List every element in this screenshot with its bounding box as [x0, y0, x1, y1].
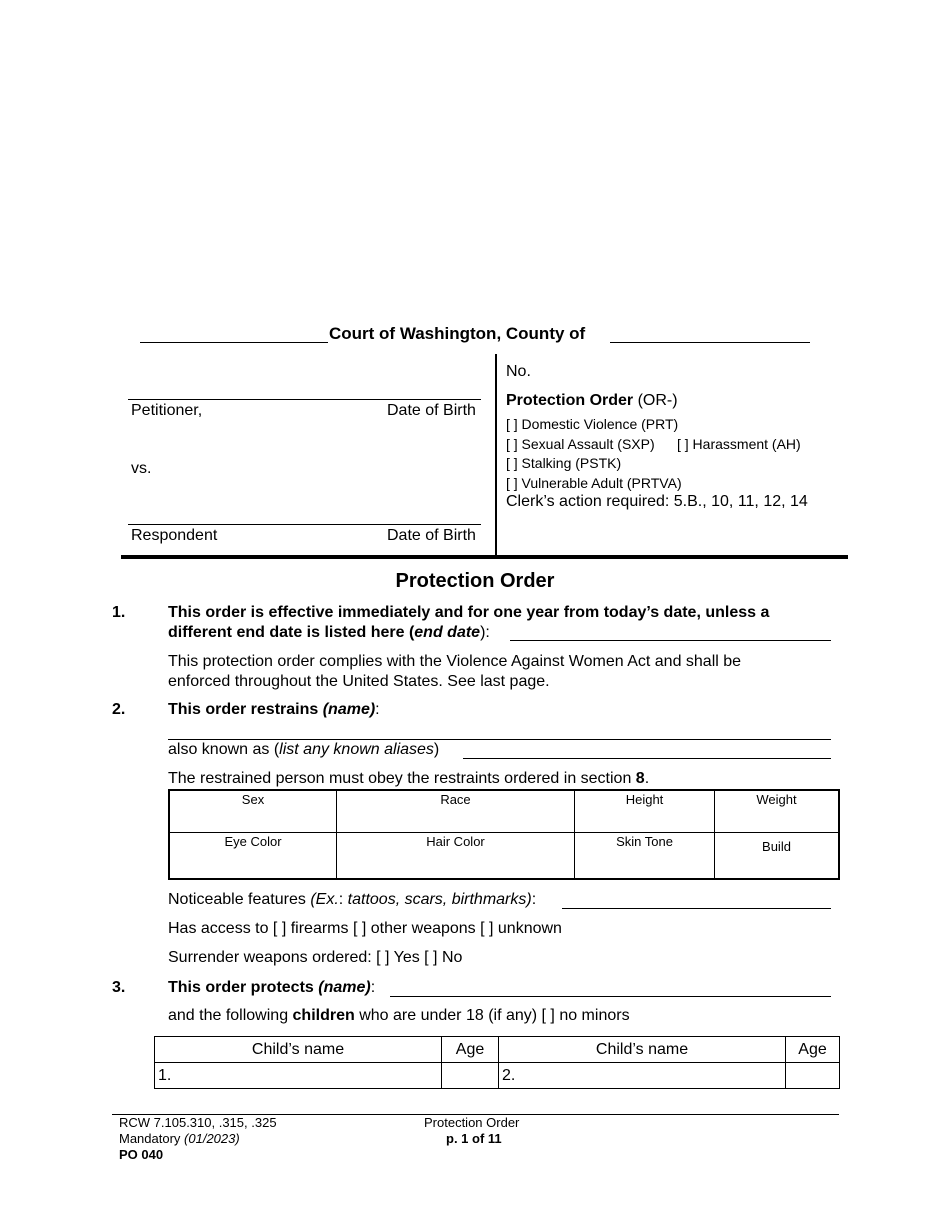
section-1-text-b-end: ): — [480, 624, 490, 641]
children-word: children — [292, 1007, 355, 1024]
child-name-header-1: Child’s name — [155, 1037, 442, 1063]
child-2-name[interactable]: 2. — [499, 1063, 786, 1089]
footer-page-number: p. 1 of 11 — [446, 1131, 502, 1146]
skin-tone-label: Skin Tone — [616, 833, 673, 849]
restraints-note-text: The restrained person must obey the restraints ordered in section — [168, 770, 636, 787]
section-3-label — [168, 979, 375, 997]
children-table — [154, 1036, 840, 1089]
footer-mandatory — [119, 1131, 240, 1146]
order-type-dv[interactable]: [ ] Domestic Violence (PRT) — [506, 416, 679, 432]
weight-label: Weight — [756, 792, 797, 807]
protects-label: This order protects — [168, 979, 319, 996]
county-blank-right[interactable] — [610, 342, 810, 343]
petitioner-label: Petitioner, — [131, 402, 203, 419]
petitioner-dob-label: Date of Birth — [387, 402, 476, 419]
hair-color-cell[interactable] — [337, 832, 575, 879]
aka-field[interactable] — [463, 758, 831, 759]
eye-color-label: Eye Color — [224, 833, 282, 849]
eye-color-cell[interactable] — [169, 832, 337, 879]
child-2-age[interactable] — [786, 1063, 840, 1089]
caption-bottom-rule — [121, 555, 848, 559]
children-start: and the following — [168, 1007, 293, 1024]
vs-label: vs. — [131, 460, 152, 477]
restrains-name-hint: (name) — [322, 701, 376, 718]
build-cell[interactable] — [715, 832, 840, 879]
child-1-age[interactable] — [442, 1063, 499, 1089]
skin-tone-cell[interactable] — [575, 832, 715, 879]
description-table — [168, 789, 840, 880]
features-examples: tattoos, scars, birthmarks) — [347, 891, 532, 908]
restrains-colon: : — [375, 701, 380, 718]
order-type-ah[interactable]: [ ] Harassment (AH) — [677, 436, 801, 452]
age-header-2: Age — [786, 1037, 840, 1063]
aka-label — [168, 741, 439, 759]
section-3-number: 3. — [112, 979, 126, 996]
section-1-text-b — [168, 624, 490, 642]
age-header-1: Age — [442, 1037, 499, 1063]
section-1-text-b-start: different end date is listed here ( — [168, 624, 415, 641]
footer-rcw: RCW 7.105.310, .315, .325 — [119, 1115, 277, 1130]
children-line — [168, 1007, 630, 1025]
weapons-access[interactable]: Has access to [ ] firearms [ ] other weapons [ ] unknown — [168, 920, 562, 937]
aka-start: also known as ( — [168, 741, 280, 758]
end-date-label: end date — [414, 624, 481, 641]
document-title: Protection Order — [395, 570, 555, 592]
order-title: Protection Order — [506, 392, 634, 409]
order-title-line — [506, 392, 678, 410]
race-label: Race — [440, 792, 471, 807]
features-colon: : — [531, 891, 537, 908]
race-cell[interactable] — [337, 790, 575, 832]
order-type-sxp[interactable]: [ ] Sexual Assault (SXP) — [506, 436, 655, 452]
footer-mandatory-date: (01/2023) — [184, 1131, 240, 1146]
restrained-name-field[interactable] — [168, 739, 831, 740]
sex-cell[interactable] — [169, 790, 337, 832]
clerk-action: Clerk’s action required: 5.B., 10, 11, 12, 14 — [506, 493, 808, 510]
restraints-section-ref: 8 — [635, 770, 645, 787]
section-1-number: 1. — [112, 604, 126, 621]
vawa-text-1: This protection order complies with the Violence Against Women Act and shall be — [168, 653, 742, 670]
restrains-label: This order restrains — [168, 701, 323, 718]
respondent-dob-label: Date of Birth — [387, 527, 476, 544]
footer-mandatory-label: Mandatory — [119, 1131, 185, 1146]
sex-label: Sex — [241, 792, 265, 807]
height-cell[interactable] — [575, 790, 715, 832]
build-label: Build — [762, 838, 791, 854]
child-1-name[interactable]: 1. — [155, 1063, 442, 1089]
features-ex: (Ex. — [310, 891, 339, 908]
hair-color-label: Hair Color — [426, 833, 485, 849]
case-number-label: No. — [506, 363, 531, 380]
restraints-note — [168, 770, 649, 788]
footer-form-number: PO 040 — [119, 1147, 164, 1162]
order-type-pstk[interactable]: [ ] Stalking (PSTK) — [506, 455, 622, 471]
section-2-number: 2. — [112, 701, 126, 718]
respondent-line[interactable] — [128, 524, 481, 525]
caption-divider — [495, 354, 497, 556]
end-date-field[interactable] — [510, 640, 831, 641]
respondent-label: Respondent — [131, 527, 218, 544]
section-1-text-a: This order is effective immediately and for one year from today’s date, unless a — [168, 604, 770, 621]
child-name-header-2: Child’s name — [499, 1037, 786, 1063]
order-code: (OR-) — [637, 392, 678, 409]
restraints-period: . — [644, 770, 650, 787]
features-field[interactable] — [562, 908, 831, 909]
order-type-prtva[interactable]: [ ] Vulnerable Adult (PRTVA) — [506, 475, 682, 491]
height-label: Height — [625, 792, 664, 807]
protected-name-field[interactable] — [390, 996, 831, 997]
petitioner-line[interactable] — [128, 399, 481, 400]
children-end[interactable]: who are under 18 (if any) [ ] no minors — [354, 1007, 630, 1024]
features-ex-colon: : — [338, 891, 348, 908]
features-start: Noticeable features — [168, 891, 311, 908]
protects-name-hint: (name) — [318, 979, 371, 996]
surrender-weapons[interactable]: Surrender weapons ordered: [ ] Yes [ ] No — [168, 949, 463, 966]
aka-end: ) — [433, 741, 440, 758]
section-2-label — [168, 701, 380, 719]
protects-colon: : — [370, 979, 376, 996]
county-blank-left[interactable] — [140, 342, 328, 343]
aka-hint: list any known aliases — [279, 741, 434, 758]
court-title: Court of Washington, County of — [329, 324, 586, 343]
weight-cell[interactable] — [715, 790, 840, 832]
features-label — [168, 891, 536, 909]
vawa-text-2: enforced throughout the United States. See last page. — [168, 673, 550, 690]
footer-title: Protection Order — [424, 1115, 520, 1130]
